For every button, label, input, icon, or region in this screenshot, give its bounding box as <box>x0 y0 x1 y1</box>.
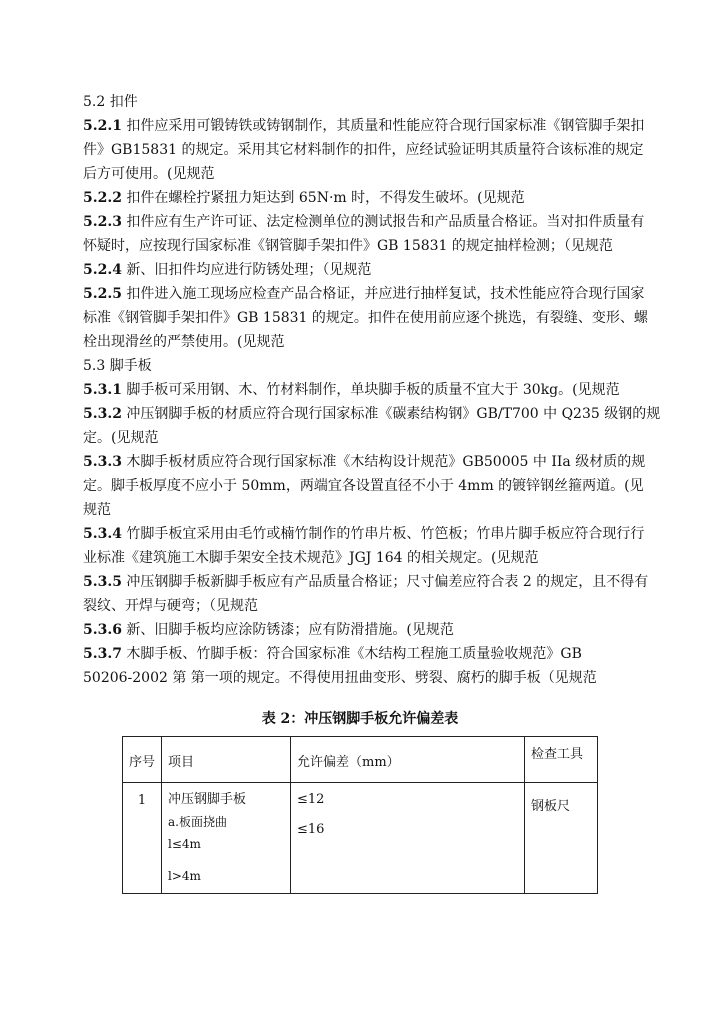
clause-5-3-6: 5.3.6 新、旧脚手板均应涂防锈漆；应有防滑措施。(见规范 <box>83 622 454 638</box>
clause-5-3-3: 5.3.3 木脚手板材质应符合现行国家标准《木结构设计规范》GB50005 中 IIa 级材质的规 定。脚手板厚度不应小于 50mm，两端宜各设置直径不小于 4mm 的镀锌钢丝箍两道。(见 规范 <box>83 454 646 518</box>
clause-5-2-2: 5.2.2 扣件在螺栓拧紧扭力矩达到 65N·m 时，不得发生破坏。(见规范 <box>83 190 525 206</box>
header-tool: 检查工具 <box>531 747 584 762</box>
table-caption: 表 2：冲压钢脚手板允许偏差表 <box>261 711 459 727</box>
header-no: 序号 <box>129 755 156 770</box>
clause-5-2-4: 5.2.4 新、旧扣件均应进行防锈处理；（见规范 <box>83 262 372 278</box>
clause-5-2-5: 5.2.5 扣件进入施工现场应检查产品合格证，并应进行抽样复试，技术性能应符合现行国家 标准《钢管脚手架扣件》GB 15831 的规定。扣件在使用前应逐个挑选，有裂缝、变形、螺 栓出现滑丝的严禁使用。(见规范 <box>83 286 648 350</box>
tolerance-table <box>122 736 598 894</box>
clause-5-3-1: 5.3.1 脚手板可采用钢、木、竹材料制作，单块脚手板的质量不宜大于 30kg。(见规范 <box>83 382 620 398</box>
row-no: 1 <box>137 793 147 808</box>
section-5-3-heading: 5.3 脚手板 <box>83 358 152 374</box>
row-item: 冲压钢脚手板 a.板面挠曲 l≤4m l>4m <box>168 792 247 883</box>
clause-5-2-1: 5.2.1 扣件应采用可锻铸铁或铸钢制作，其质量和性能应符合现行国家标准《钢管脚手架扣 件》GB15831 的规定。采用其它材料制作的扣件，应经试验证明其质量符合该标准的规定 后方可使用。(见规范 <box>83 118 645 182</box>
row-tool: 钢板尺 <box>531 799 571 814</box>
clause-5-2-3: 5.2.3 扣件应有生产许可证、法定检测单位的测试报告和产品质量合格证。当对扣件质量有 怀疑时，应按现行国家标准《钢管脚手架扣件》GB 15831 的规定抽样检测；（见规范 <box>83 214 645 254</box>
table-header-row <box>123 737 598 783</box>
row-tolerance <box>291 783 524 851</box>
section-5-2-heading: 5.2 扣件 <box>83 94 138 110</box>
header-item: 项目 <box>168 755 195 770</box>
tolerance-le-4m: ≤12 <box>297 792 325 807</box>
clause-5-3-5: 5.3.5 冲压钢脚手板新脚手板应有产品质量合格证；尺寸偏差应符合表 2 的规定，且不得有 裂纹、开焊与硬弯；（见规范 <box>83 574 649 614</box>
clause-5-3-4: 5.3.4 竹脚手板宜采用由毛竹或楠竹制作的竹串片板、竹笆板；竹串片脚手板应符合现行行 业标准《建筑施工木脚手架安全技术规范》JGJ 164 的相关规定。(见规范 <box>83 526 645 566</box>
clause-5-3-7: 5.3.7 木脚手板、竹脚手板：符合国家标准《木结构工程施工质量验收规范》GB 50206-2002 第 第一项的规定。不得使用扭曲变形、劈裂、腐朽的脚手板（见规范 <box>83 646 597 686</box>
clause-5-3-2: 5.3.2 冲压钢脚手板的材质应符合现行国家标准《碳素结构钢》GB/T700 中 Q235 级钢的规 定。(见规范 <box>83 406 661 446</box>
table-row <box>123 783 598 894</box>
header-tolerance: 允许偏差（mm） <box>297 755 400 770</box>
tolerance-gt-4m: ≤16 <box>297 822 325 837</box>
